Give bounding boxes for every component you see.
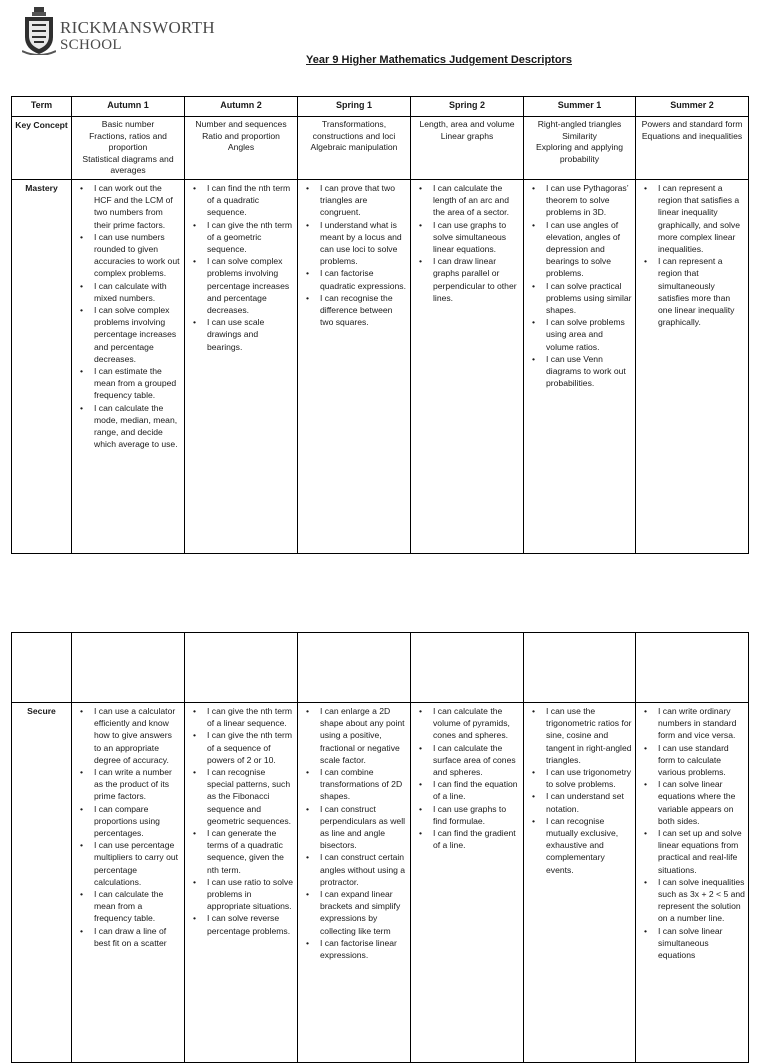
descriptor-item: • I can use a calculator efficiently and know how to give answers to an appropriate degree of accuracy.	[94, 705, 181, 766]
school-name-line-2: SCHOOL	[60, 37, 122, 53]
descriptor-item: • I can calculate the mode, median, mean, range, and decide which average to use.	[94, 402, 181, 451]
key-concept-line: Number and sequences	[195, 119, 287, 129]
key-concept-line: Fractions, ratios and proportion	[89, 130, 167, 153]
key-concept-line: Length, area and volume	[419, 119, 515, 129]
blank-cell	[185, 633, 298, 703]
descriptor-item: • I can factorise quadratic expressions.	[320, 267, 407, 291]
descriptor-item: • I can calculate the length of an arc and the area of a sector.	[433, 182, 520, 219]
term-header: Autumn 1	[72, 97, 185, 117]
secure-cell	[185, 703, 298, 1063]
key-concept-line: Powers and standard form	[641, 119, 743, 129]
mastery-cell	[636, 179, 749, 553]
descriptor-item: • I can use numbers rounded to given accuracies to work out complex problems.	[94, 231, 181, 280]
blank-cell	[298, 633, 411, 703]
descriptor-item: • I can construct perpendiculars as well as line and angle bisectors.	[320, 803, 407, 852]
descriptor-item: • I can compare proportions using percentages.	[94, 803, 181, 840]
key-concept-cell	[298, 117, 411, 180]
descriptor-item: • I can give the nth term of a linear sequence.	[207, 705, 294, 729]
descriptor-item: • I can estimate the mean from a grouped frequency table.	[94, 365, 181, 402]
descriptor-item: • I can work out the HCF and the LCM of two numbers from their prime factors.	[94, 182, 181, 231]
descriptor-list	[301, 705, 407, 961]
term-label: Term	[12, 97, 72, 117]
descriptor-item: • I can find the equation of a line.	[433, 778, 520, 802]
secure-row	[12, 703, 749, 1063]
term-header: Spring 2	[411, 97, 524, 117]
descriptor-item: • I can construct certain angles without using a protractor.	[320, 851, 407, 888]
key-concept-line: Ratio and proportion	[202, 130, 280, 141]
blank-cell	[12, 633, 72, 703]
key-concept-line: Angles	[227, 142, 255, 153]
school-name-line-1: RICKMANSWORTH	[60, 18, 215, 37]
term-header-row	[12, 97, 749, 117]
descriptor-table-continued	[11, 632, 749, 1063]
descriptor-item: • I can use graphs to find formulae.	[433, 803, 520, 827]
key-concept-line: Exploring and applying probability	[536, 142, 623, 164]
descriptor-item: • I can use trigonometry to solve problems.	[546, 766, 632, 790]
term-header: Spring 1	[298, 97, 411, 117]
mastery-label: Mastery	[12, 179, 72, 553]
key-concept-cell	[524, 117, 636, 180]
descriptor-item: • I can recognise mutually exclusive, exhaustive and complementary events.	[546, 815, 632, 876]
descriptor-item: • I can solve complex problems involving percentage increases and percentage decreases.	[94, 304, 181, 365]
descriptor-item: • I can solve problems using area and volume ratios.	[546, 316, 632, 353]
descriptor-item: • I can draw a line of best fit on a scatter	[94, 925, 181, 949]
document-title: Year 9 Higher Mathematics Judgement Descriptors	[306, 54, 572, 66]
descriptor-item: • I can calculate the surface area of cones and spheres.	[433, 742, 520, 779]
descriptor-item: • I can combine transformations of 2D shapes.	[320, 766, 407, 803]
secure-cell	[524, 703, 636, 1063]
descriptor-item: • I understand what is meant by a locus and can use loci to solve problems.	[320, 219, 407, 268]
mastery-cell	[72, 179, 185, 553]
descriptor-item: • I can find the gradient of a line.	[433, 827, 520, 851]
descriptor-item: • I can recognise the difference between two squares.	[320, 292, 407, 329]
key-concept-line: Equations and inequalities	[641, 130, 743, 141]
descriptor-item: • I can understand set notation.	[546, 790, 632, 814]
secure-label: Secure	[12, 703, 72, 1063]
blank-cell	[411, 633, 524, 703]
descriptor-item: • I can write a number as the product of its prime factors.	[94, 766, 181, 803]
descriptor-list	[75, 705, 181, 949]
secure-cell	[411, 703, 524, 1063]
descriptor-list	[188, 705, 294, 937]
descriptor-item: • I can recognise special patterns, such as the Fibonacci sequence and geometric sequences.	[207, 766, 294, 827]
key-concept-line: Algebraic manipulation	[310, 142, 398, 153]
descriptor-item: • I can solve linear equations where the variable appears on both sides.	[658, 778, 745, 827]
descriptor-item: • I can use standard form to calculate various problems.	[658, 742, 745, 779]
descriptor-item: • I can generate the terms of a quadratic sequence, given the nth term.	[207, 827, 294, 876]
descriptor-list	[188, 182, 294, 353]
descriptor-item: • I can give the nth term of a sequence of powers of 2 or 10.	[207, 729, 294, 766]
descriptor-item: • I can write ordinary numbers in standard form and vice versa.	[658, 705, 745, 742]
descriptor-item: • I can represent a region that simultaneously satisfies more than one linear inequality graphically.	[658, 255, 745, 328]
descriptor-item: • I can use Venn diagrams to work out probabilities.	[546, 353, 632, 390]
descriptor-item: • I can find the nth term of a quadratic sequence.	[207, 182, 294, 219]
blank-cell	[72, 633, 185, 703]
descriptor-item: • I can set up and solve linear equations from practical and real-life situations.	[658, 827, 745, 876]
key-concept-line: Linear graphs	[440, 130, 494, 141]
secure-cell	[298, 703, 411, 1063]
key-concept-label: Key Concept	[12, 117, 72, 180]
descriptor-list	[301, 182, 407, 328]
key-concept-row	[12, 117, 749, 180]
key-concept-cell	[411, 117, 524, 180]
descriptor-item: • I can use scale drawings and bearings.	[207, 316, 294, 353]
descriptor-item: • I can use ratio to solve problems in appropriate situations.	[207, 876, 294, 913]
key-concept-line: Transformations, constructions and loci	[312, 119, 396, 141]
descriptor-item: • I can calculate the volume of pyramids, cones and spheres.	[433, 705, 520, 742]
descriptor-item: • I can use angles of elevation, angles of depression and bearings to solve problems.	[546, 219, 632, 280]
key-concept-line: Similarity	[562, 130, 597, 141]
secure-cell	[636, 703, 749, 1063]
descriptor-item: • I can solve linear simultaneous equations	[658, 925, 745, 962]
key-concept-cell	[185, 117, 298, 180]
key-concept-line: Basic number	[101, 119, 155, 129]
descriptor-item: • I can use graphs to solve simultaneous linear equations.	[433, 219, 520, 256]
descriptor-item: • I can use Pythagoras’ theorem to solve problems in 3D.	[546, 182, 632, 219]
descriptor-list	[527, 182, 632, 389]
descriptor-list	[527, 705, 632, 876]
descriptor-item: • I can represent a region that satisfies a linear inequality graphically, and solve more complex linear inequalities.	[658, 182, 745, 255]
descriptor-list	[639, 705, 745, 961]
term-header: Autumn 2	[185, 97, 298, 117]
descriptor-list	[414, 705, 520, 851]
blank-cell	[636, 633, 749, 703]
key-concept-line: Statistical diagrams and averages	[82, 153, 174, 176]
key-concept-cell	[636, 117, 749, 180]
descriptor-item: • I can expand linear brackets and simplify expressions by collecting like term	[320, 888, 407, 937]
mastery-cell	[185, 179, 298, 553]
mastery-cell	[524, 179, 636, 553]
descriptor-table	[11, 96, 749, 554]
key-concept-line: Right-angled triangles	[537, 119, 622, 129]
secure-cell	[72, 703, 185, 1063]
descriptor-item: • I can calculate the mean from a frequency table.	[94, 888, 181, 925]
school-crest-icon	[22, 7, 56, 55]
mastery-row	[12, 179, 749, 553]
descriptor-item: • I can use the trigonometric ratios for sine, cosine and tangent in right-angled triangles.	[546, 705, 632, 766]
term-header: Summer 1	[524, 97, 636, 117]
descriptor-item: • I can solve practical problems using similar shapes.	[546, 280, 632, 317]
descriptor-item: • I can draw linear graphs parallel or perpendicular to other lines.	[433, 255, 520, 304]
descriptor-item: • I can solve complex problems involving percentage increases and percentage decreases.	[207, 255, 294, 316]
descriptor-item: • I can solve reverse percentage problems.	[207, 912, 294, 936]
school-logo	[22, 7, 215, 55]
descriptor-list	[639, 182, 745, 328]
mastery-cell	[298, 179, 411, 553]
descriptor-item: • I can use percentage multipliers to carry out percentage calculations.	[94, 839, 181, 888]
descriptor-list	[75, 182, 181, 450]
descriptor-item: • I can factorise linear expressions.	[320, 937, 407, 961]
blank-row	[12, 633, 749, 703]
key-concept-cell	[72, 117, 185, 180]
descriptor-list	[414, 182, 520, 304]
descriptor-item: • I can give the nth term of a geometric sequence.	[207, 219, 294, 256]
blank-cell	[524, 633, 636, 703]
term-header: Summer 2	[636, 97, 749, 117]
descriptor-item: • I can calculate with mixed numbers.	[94, 280, 181, 304]
mastery-cell	[411, 179, 524, 553]
descriptor-item: • I can prove that two triangles are congruent.	[320, 182, 407, 219]
descriptor-item: • I can enlarge a 2D shape about any point using a positive, fractional or negative scale factor.	[320, 705, 407, 766]
descriptor-item: • I can solve inequalities such as 3x + 2 < 5 and represent the solution on a number line.	[658, 876, 745, 925]
